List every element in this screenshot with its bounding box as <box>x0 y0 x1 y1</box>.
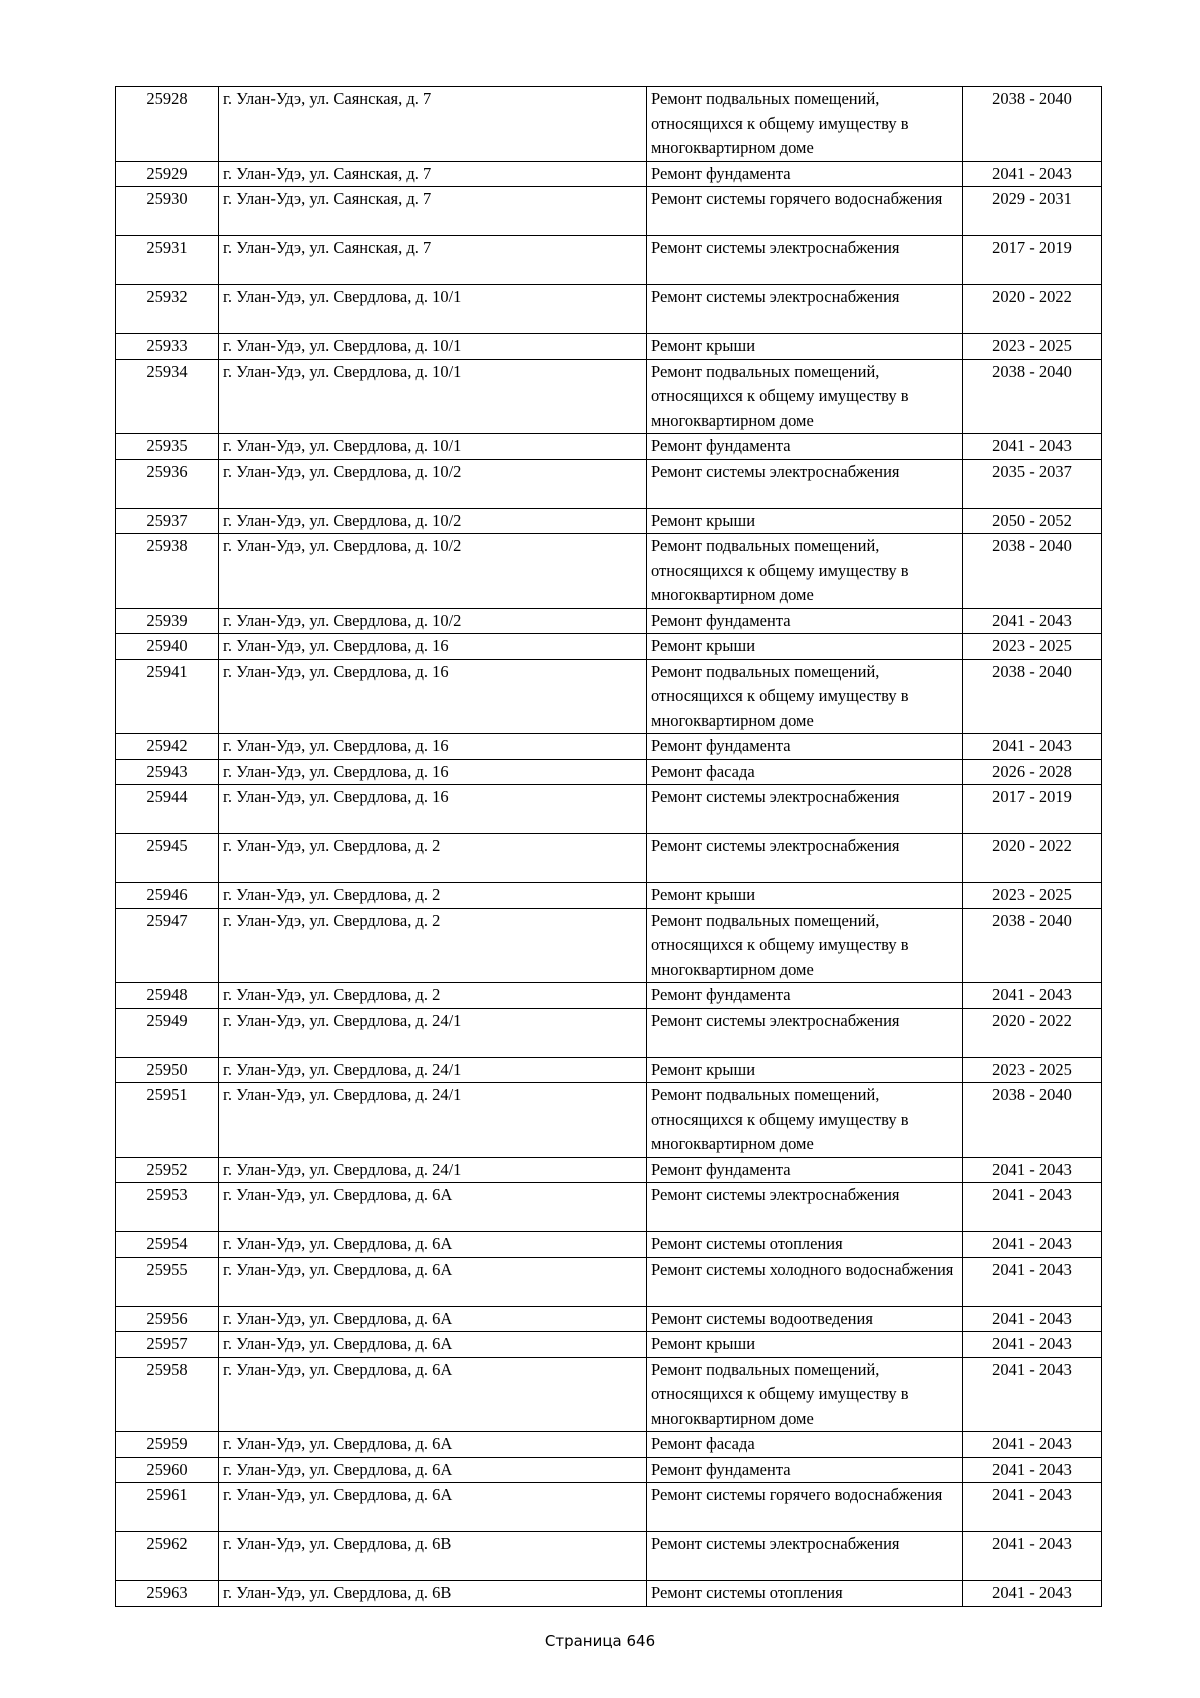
table-row <box>116 1257 1102 1306</box>
work-type-cell: Ремонт фундамента <box>647 434 963 460</box>
address-cell: г. Улан-Удэ, ул. Свердлова, д. 6В <box>219 1532 647 1581</box>
table-row <box>116 236 1102 285</box>
work-type-cell: Ремонт фундамента <box>647 1157 963 1183</box>
work-type-cell: Ремонт фундамента <box>647 608 963 634</box>
work-type-cell: Ремонт крыши <box>647 508 963 534</box>
period-cell: 2017 - 2019 <box>963 236 1102 285</box>
period-cell: 2026 - 2028 <box>963 759 1102 785</box>
period-cell: 2038 - 2040 <box>963 534 1102 609</box>
address-cell: г. Улан-Удэ, ул. Свердлова, д. 24/1 <box>219 1057 647 1083</box>
page-number: Страница 646 <box>544 1632 656 1650</box>
table-row <box>116 1157 1102 1183</box>
work-type-cell: Ремонт подвальных помещений, относящихся к общему имуществу в многоквартирном доме <box>647 1083 963 1158</box>
table-row <box>116 459 1102 508</box>
work-type-cell: Ремонт крыши <box>647 334 963 360</box>
table-row <box>116 634 1102 660</box>
table-row <box>116 1532 1102 1581</box>
work-type-cell: Ремонт крыши <box>647 634 963 660</box>
period-cell: 2041 - 2043 <box>963 983 1102 1009</box>
work-type-cell: Ремонт системы электроснабжения <box>647 1008 963 1057</box>
address-cell: г. Улан-Удэ, ул. Свердлова, д. 6А <box>219 1483 647 1532</box>
row-number-cell: 25960 <box>116 1457 219 1483</box>
period-cell: 2041 - 2043 <box>963 1157 1102 1183</box>
table-row <box>116 1581 1102 1607</box>
table-row <box>116 508 1102 534</box>
period-cell: 2038 - 2040 <box>963 659 1102 734</box>
address-cell: г. Улан-Удэ, ул. Свердлова, д. 16 <box>219 659 647 734</box>
period-cell: 2023 - 2025 <box>963 334 1102 360</box>
period-cell: 2041 - 2043 <box>963 734 1102 760</box>
period-cell: 2035 - 2037 <box>963 459 1102 508</box>
table-row <box>116 87 1102 162</box>
table-row <box>116 434 1102 460</box>
address-cell: г. Улан-Удэ, ул. Свердлова, д. 24/1 <box>219 1008 647 1057</box>
row-number-cell: 25957 <box>116 1332 219 1358</box>
period-cell: 2041 - 2043 <box>963 1457 1102 1483</box>
table-row <box>116 1332 1102 1358</box>
work-type-cell: Ремонт системы электроснабжения <box>647 1183 963 1232</box>
table-row <box>116 1357 1102 1432</box>
row-number-cell: 25959 <box>116 1432 219 1458</box>
work-type-cell: Ремонт системы электроснабжения <box>647 236 963 285</box>
table-row <box>116 785 1102 834</box>
table-row <box>116 1457 1102 1483</box>
work-type-cell: Ремонт фундамента <box>647 983 963 1009</box>
address-cell: г. Улан-Удэ, ул. Свердлова, д. 6А <box>219 1432 647 1458</box>
address-cell: г. Улан-Удэ, ул. Свердлова, д. 10/2 <box>219 459 647 508</box>
period-cell: 2041 - 2043 <box>963 608 1102 634</box>
work-type-cell: Ремонт системы водоотведения <box>647 1306 963 1332</box>
address-cell: г. Улан-Удэ, ул. Свердлова, д. 10/2 <box>219 534 647 609</box>
table-row <box>116 187 1102 236</box>
table-row <box>116 659 1102 734</box>
period-cell: 2023 - 2025 <box>963 1057 1102 1083</box>
row-number-cell: 25928 <box>116 87 219 162</box>
period-cell: 2041 - 2043 <box>963 1357 1102 1432</box>
period-cell: 2041 - 2043 <box>963 1532 1102 1581</box>
address-cell: г. Улан-Удэ, ул. Свердлова, д. 16 <box>219 785 647 834</box>
work-type-cell: Ремонт подвальных помещений, относящихся к общему имуществу в многоквартирном доме <box>647 1357 963 1432</box>
period-cell: 2041 - 2043 <box>963 434 1102 460</box>
row-number-cell: 25944 <box>116 785 219 834</box>
address-cell: г. Улан-Удэ, ул. Свердлова, д. 6А <box>219 1332 647 1358</box>
address-cell: г. Улан-Удэ, ул. Саянская, д. 7 <box>219 161 647 187</box>
table-row <box>116 1232 1102 1258</box>
address-cell: г. Улан-Удэ, ул. Свердлова, д. 6А <box>219 1357 647 1432</box>
table-row <box>116 734 1102 760</box>
address-cell: г. Улан-Удэ, ул. Свердлова, д. 6А <box>219 1232 647 1258</box>
table-row <box>116 534 1102 609</box>
row-number-cell: 25952 <box>116 1157 219 1183</box>
period-cell: 2029 - 2031 <box>963 187 1102 236</box>
row-number-cell: 25935 <box>116 434 219 460</box>
work-type-cell: Ремонт крыши <box>647 1057 963 1083</box>
address-cell: г. Улан-Удэ, ул. Саянская, д. 7 <box>219 236 647 285</box>
row-number-cell: 25938 <box>116 534 219 609</box>
row-number-cell: 25945 <box>116 834 219 883</box>
row-number-cell: 25962 <box>116 1532 219 1581</box>
period-cell: 2038 - 2040 <box>963 908 1102 983</box>
address-cell: г. Улан-Удэ, ул. Свердлова, д. 6А <box>219 1257 647 1306</box>
address-cell: г. Улан-Удэ, ул. Свердлова, д. 2 <box>219 834 647 883</box>
table-row <box>116 883 1102 909</box>
period-cell: 2038 - 2040 <box>963 1083 1102 1158</box>
work-type-cell: Ремонт фасада <box>647 759 963 785</box>
period-cell: 2041 - 2043 <box>963 1183 1102 1232</box>
address-cell: г. Улан-Удэ, ул. Свердлова, д. 10/1 <box>219 334 647 360</box>
row-number-cell: 25948 <box>116 983 219 1009</box>
work-type-cell: Ремонт подвальных помещений, относящихся к общему имуществу в многоквартирном доме <box>647 359 963 434</box>
work-type-cell: Ремонт системы электроснабжения <box>647 834 963 883</box>
period-cell: 2050 - 2052 <box>963 508 1102 534</box>
row-number-cell: 25929 <box>116 161 219 187</box>
row-number-cell: 25955 <box>116 1257 219 1306</box>
address-cell: г. Улан-Удэ, ул. Свердлова, д. 6В <box>219 1581 647 1607</box>
work-type-cell: Ремонт подвальных помещений, относящихся к общему имуществу в многоквартирном доме <box>647 659 963 734</box>
address-cell: г. Улан-Удэ, ул. Свердлова, д. 16 <box>219 759 647 785</box>
work-type-cell: Ремонт системы горячего водоснабжения <box>647 187 963 236</box>
work-type-cell: Ремонт подвальных помещений, относящихся к общему имуществу в многоквартирном доме <box>647 534 963 609</box>
period-cell: 2017 - 2019 <box>963 785 1102 834</box>
address-cell: г. Улан-Удэ, ул. Свердлова, д. 10/2 <box>219 608 647 634</box>
row-number-cell: 25940 <box>116 634 219 660</box>
row-number-cell: 25931 <box>116 236 219 285</box>
period-cell: 2041 - 2043 <box>963 1483 1102 1532</box>
row-number-cell: 25930 <box>116 187 219 236</box>
table-row <box>116 1008 1102 1057</box>
row-number-cell: 25934 <box>116 359 219 434</box>
address-cell: г. Улан-Удэ, ул. Свердлова, д. 6А <box>219 1457 647 1483</box>
row-number-cell: 25958 <box>116 1357 219 1432</box>
work-type-cell: Ремонт системы отопления <box>647 1232 963 1258</box>
table-row <box>116 334 1102 360</box>
address-cell: г. Улан-Удэ, ул. Свердлова, д. 24/1 <box>219 1157 647 1183</box>
work-type-cell: Ремонт системы электроснабжения <box>647 1532 963 1581</box>
row-number-cell: 25937 <box>116 508 219 534</box>
period-cell: 2038 - 2040 <box>963 87 1102 162</box>
period-cell: 2020 - 2022 <box>963 285 1102 334</box>
table-row <box>116 1306 1102 1332</box>
address-cell: г. Улан-Удэ, ул. Свердлова, д. 16 <box>219 634 647 660</box>
row-number-cell: 25951 <box>116 1083 219 1158</box>
row-number-cell: 25939 <box>116 608 219 634</box>
work-type-cell: Ремонт крыши <box>647 1332 963 1358</box>
table-row <box>116 161 1102 187</box>
table-body <box>116 87 1102 1607</box>
row-number-cell: 25942 <box>116 734 219 760</box>
row-number-cell: 25943 <box>116 759 219 785</box>
address-cell: г. Улан-Удэ, ул. Свердлова, д. 10/2 <box>219 508 647 534</box>
table-row <box>116 834 1102 883</box>
period-cell: 2020 - 2022 <box>963 834 1102 883</box>
period-cell: 2041 - 2043 <box>963 1257 1102 1306</box>
address-cell: г. Улан-Удэ, ул. Свердлова, д. 24/1 <box>219 1083 647 1158</box>
table-row <box>116 1183 1102 1232</box>
table-row <box>116 1057 1102 1083</box>
work-type-cell: Ремонт системы холодного водоснабжения <box>647 1257 963 1306</box>
address-cell: г. Улан-Удэ, ул. Свердлова, д. 10/1 <box>219 434 647 460</box>
table-row <box>116 983 1102 1009</box>
address-cell: г. Улан-Удэ, ул. Свердлова, д. 2 <box>219 908 647 983</box>
work-type-cell: Ремонт системы электроснабжения <box>647 285 963 334</box>
period-cell: 2041 - 2043 <box>963 1581 1102 1607</box>
work-type-cell: Ремонт фундамента <box>647 734 963 760</box>
row-number-cell: 25954 <box>116 1232 219 1258</box>
work-type-cell: Ремонт подвальных помещений, относящихся к общему имуществу в многоквартирном доме <box>647 908 963 983</box>
address-cell: г. Улан-Удэ, ул. Свердлова, д. 10/1 <box>219 359 647 434</box>
work-type-cell: Ремонт фасада <box>647 1432 963 1458</box>
work-type-cell: Ремонт фундамента <box>647 161 963 187</box>
table-row <box>116 1083 1102 1158</box>
work-type-cell: Ремонт системы электроснабжения <box>647 785 963 834</box>
address-cell: г. Улан-Удэ, ул. Свердлова, д. 2 <box>219 983 647 1009</box>
period-cell: 2041 - 2043 <box>963 1306 1102 1332</box>
period-cell: 2038 - 2040 <box>963 359 1102 434</box>
work-type-cell: Ремонт фундамента <box>647 1457 963 1483</box>
work-type-cell: Ремонт системы горячего водоснабжения <box>647 1483 963 1532</box>
row-number-cell: 25956 <box>116 1306 219 1332</box>
row-number-cell: 25963 <box>116 1581 219 1607</box>
period-cell: 2041 - 2043 <box>963 1232 1102 1258</box>
table-row <box>116 285 1102 334</box>
row-number-cell: 25932 <box>116 285 219 334</box>
period-cell: 2041 - 2043 <box>963 161 1102 187</box>
period-cell: 2041 - 2043 <box>963 1332 1102 1358</box>
row-number-cell: 25933 <box>116 334 219 360</box>
table-row <box>116 608 1102 634</box>
row-number-cell: 25949 <box>116 1008 219 1057</box>
work-type-cell: Ремонт крыши <box>647 883 963 909</box>
address-cell: г. Улан-Удэ, ул. Саянская, д. 7 <box>219 87 647 162</box>
row-number-cell: 25936 <box>116 459 219 508</box>
address-cell: г. Улан-Удэ, ул. Свердлова, д. 10/1 <box>219 285 647 334</box>
address-cell: г. Улан-Удэ, ул. Саянская, д. 7 <box>219 187 647 236</box>
address-cell: г. Улан-Удэ, ул. Свердлова, д. 16 <box>219 734 647 760</box>
period-cell: 2020 - 2022 <box>963 1008 1102 1057</box>
period-cell: 2023 - 2025 <box>963 883 1102 909</box>
row-number-cell: 25947 <box>116 908 219 983</box>
table-row <box>116 908 1102 983</box>
period-cell: 2023 - 2025 <box>963 634 1102 660</box>
row-number-cell: 25946 <box>116 883 219 909</box>
table-row <box>116 1432 1102 1458</box>
address-cell: г. Улан-Удэ, ул. Свердлова, д. 6А <box>219 1306 647 1332</box>
address-cell: г. Улан-Удэ, ул. Свердлова, д. 2 <box>219 883 647 909</box>
row-number-cell: 25941 <box>116 659 219 734</box>
address-cell: г. Улан-Удэ, ул. Свердлова, д. 6А <box>219 1183 647 1232</box>
table-row <box>116 359 1102 434</box>
works-table <box>115 86 1102 1607</box>
work-type-cell: Ремонт системы электроснабжения <box>647 459 963 508</box>
work-type-cell: Ремонт системы отопления <box>647 1581 963 1607</box>
row-number-cell: 25961 <box>116 1483 219 1532</box>
table-row <box>116 1483 1102 1532</box>
work-type-cell: Ремонт подвальных помещений, относящихся к общему имуществу в многоквартирном доме <box>647 87 963 162</box>
period-cell: 2041 - 2043 <box>963 1432 1102 1458</box>
row-number-cell: 25950 <box>116 1057 219 1083</box>
table-row <box>116 759 1102 785</box>
row-number-cell: 25953 <box>116 1183 219 1232</box>
